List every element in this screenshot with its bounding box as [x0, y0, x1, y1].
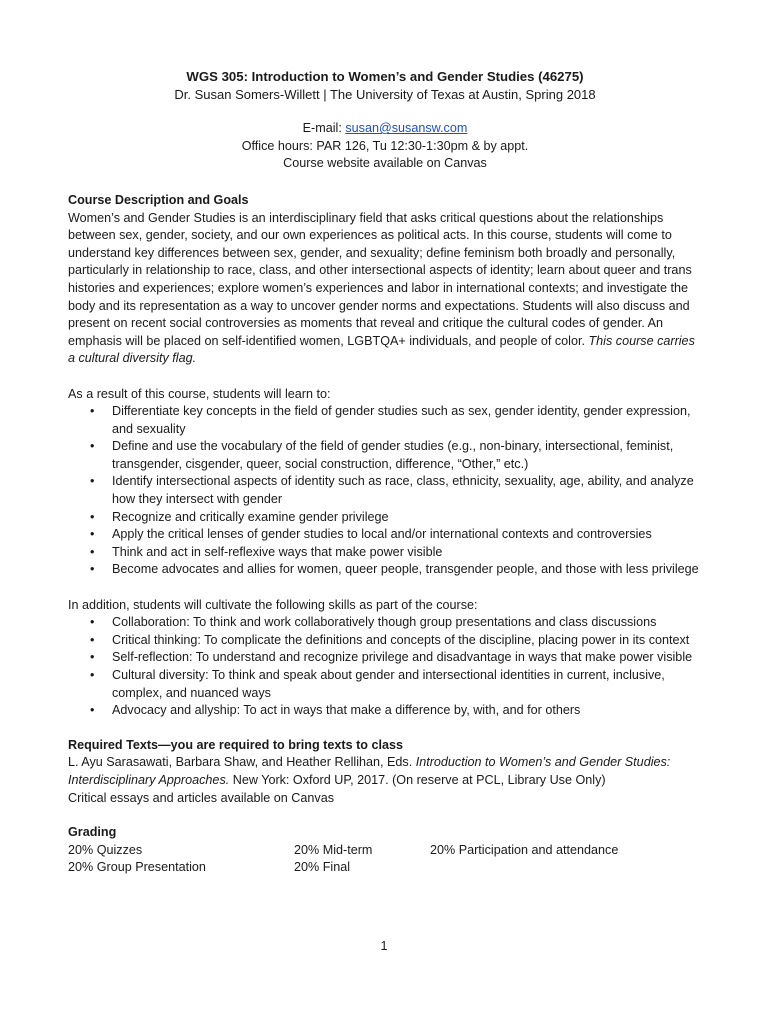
- required-texts-section: [68, 737, 702, 807]
- course-title: WGS 305: Introduction to Women’s and Gender Studies (46275): [186, 69, 584, 84]
- grade-item: 20% Group Presentation: [68, 860, 206, 875]
- required-texts-heading: Required Texts—you are required to bring texts to class: [68, 737, 403, 752]
- course-description-section: [68, 192, 702, 368]
- syllabus-header: [68, 68, 702, 173]
- textbook-title: Introduction to Women’s and Gender Studies: Interdisciplinary Approaches.: [68, 755, 671, 787]
- essays-note: Critical essays and articles available on Canvas: [68, 790, 334, 805]
- instructor-line: Dr. Susan Somers-Willett | The University of Texas at Austin, Spring 2018: [174, 86, 596, 102]
- list-item: • Advocacy and allyship: To act in ways that make a difference by, with, and for others: [90, 702, 702, 720]
- list-item: • Cultural diversity: To think and speak about gender and intersectional identities in current, inclusive, complex, and nuanced ways: [90, 667, 702, 702]
- page-number: 1: [380, 939, 388, 953]
- list-item: • Become advocates and allies for women, queer people, transgender people, and those with less privilege: [90, 561, 702, 579]
- list-item: • Define and use the vocabulary of the field of gender studies (e.g., non-binary, intersectional, feminist, transgender, cisgender, queer, social construction, difference, “Other,” etc.): [90, 438, 702, 473]
- skills-section: [68, 597, 702, 720]
- textbook-citation: [68, 754, 702, 789]
- skills-intro: In addition, students will cultivate the following skills as part of the course:: [68, 597, 478, 612]
- list-item: • Think and act in self-reflexive ways that make power visible: [90, 544, 702, 562]
- email-link[interactable]: susan@susansw.com: [345, 121, 468, 136]
- learning-outcomes-intro: As a result of this course, students will learn to:: [68, 386, 331, 401]
- list-item: • Critical thinking: To complicate the definitions and concepts of the discipline, placing power in its context: [90, 632, 702, 650]
- grade-item: 20% Participation and attendance: [430, 842, 619, 857]
- grading-row: [68, 859, 702, 877]
- list-item: • Apply the critical lenses of gender studies to local and/or international contexts and controversies: [90, 526, 702, 544]
- list-item: • Self-reflection: To understand and recognize privilege and disadvantage in ways that make power visible: [90, 649, 702, 667]
- course-website-note: Course website available on Canvas: [283, 156, 487, 171]
- email-line: [68, 120, 702, 138]
- list-item: • Recognize and critically examine gender privilege: [90, 509, 702, 527]
- list-item: • Identify intersectional aspects of identity such as race, class, ethnicity, sexuality, age, ability, and analyze how they intersect with gender: [90, 473, 702, 508]
- grading-heading: Grading: [68, 825, 117, 840]
- textbook-publisher: New York: Oxford UP, 2017. (On reserve at PCL, Library Use Only): [229, 772, 606, 787]
- grading-row: [68, 842, 702, 860]
- grading-section: [68, 824, 702, 877]
- list-item: • Collaboration: To think and work collaboratively though group presentations and class discussions: [90, 614, 702, 632]
- grade-item: 20% Final: [294, 860, 351, 875]
- skills-list: [90, 614, 702, 720]
- diversity-flag-note: This course carries a cultural diversity flag.: [68, 333, 695, 366]
- course-description-body: [68, 210, 702, 368]
- grade-item: [430, 859, 650, 877]
- list-item: • Differentiate key concepts in the field of gender studies such as sex, gender identity, gender expression, and sexuality: [90, 403, 702, 438]
- course-description-heading: Course Description and Goals: [68, 192, 249, 207]
- grade-item: 20% Quizzes: [68, 842, 143, 857]
- email-label: E-mail:: [302, 121, 346, 136]
- course-description-text: Women’s and Gender Studies is an interdisciplinary field that asks critical questions about the relationships between sex, gender, society, and our own experiences as political acts. In this course, students will come to understand key differences between sex, gender, and sexuality; define feminism both broadly and personally, particularly in relationship to race, class, and other intersectional aspects of identity; learn about queer and trans histories and experiences; explore women’s experiences and labor in international contexts; and investigate the body and its representation as a way to uncover gender norms and expectations. Students will also discuss and present on recent social controversies as moments that reveal and critique the cultural codes of gender. An emphasis will be placed on self-identified women, LGBTQA+ individuals, and people of color.: [68, 210, 692, 348]
- textbook-authors: L. Ayu Sarasawati, Barbara Shaw, and Heather Rellihan, Eds.: [68, 755, 416, 770]
- office-hours: Office hours: PAR 126, Tu 12:30-1:30pm & by appt.: [241, 138, 529, 153]
- learning-outcomes-list: [90, 403, 702, 579]
- learning-outcomes-section: [68, 386, 702, 580]
- grade-item: 20% Mid-term: [294, 842, 373, 857]
